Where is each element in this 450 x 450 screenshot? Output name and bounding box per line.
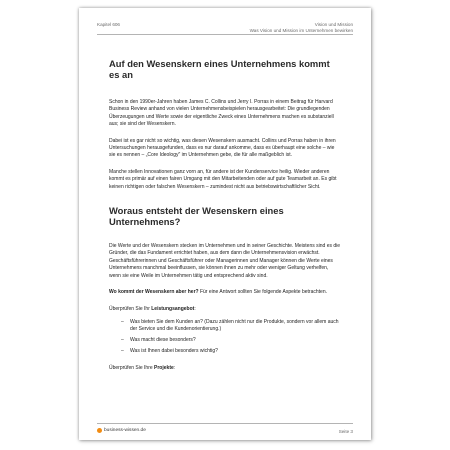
header-section-subtitle: Was Vision und Mission im Unternehmen bewirken <box>249 28 353 33</box>
header-chapter: Kapitel 606 <box>97 22 120 27</box>
bold-question: Wo kommt der Wesenskern aber her? <box>109 289 199 296</box>
leistungsangebot-suffix: : <box>194 305 196 312</box>
paragraph-wo-kommt-her <box>109 289 341 296</box>
paragraph-collins-porras: Schon in den 1990er-Jahren haben James C. Collins und Jerry I. Porras in einem Beitrag für Harvard Business Review anhand von vielen Unternehmensbeispielen herausgearbeitet: Die grundlegenden Überzeugungen und Werte sowie der eigentliche Zweck eines Unternehmens machen es substanziell aus; sie sind der Wesenskern. <box>109 99 334 128</box>
list-item: – Was macht diese besonders? <box>121 337 341 344</box>
question-rest: Für eine Antwort sollten Sie folgende Aspekte betrachten. <box>198 289 327 296</box>
page-number: Seite 3 <box>338 429 353 434</box>
heading-wesenskern: Auf den Wesenskern eines Unternehmens kommt es an <box>109 58 330 80</box>
paragraph-innovation: Manche stellen Innovationen ganz vorn an, für andere ist der Kundenservice heilig. Wieder anderen kommt es primär auf einen fairen Umgang mit den Mitarbeitenden oder auf gute Teamarbeit an. Es gibt keinen richtigen oder falschen Wesenskern – zumindest nicht aus betriebswirtschaftlicher Sicht. <box>109 168 337 190</box>
header-divider <box>97 34 353 35</box>
projekte-suffix: : <box>173 364 176 371</box>
page-body <box>109 58 341 381</box>
brand-logo-icon <box>97 428 102 433</box>
list-item: – Was bieten Sie dem Kunden an? (Dazu zählen nicht nur die Produkte, sondern vor allem auch der Service und die Kundenorientierung.) <box>121 319 341 334</box>
header-titles <box>250 22 353 34</box>
footer-divider <box>97 423 353 424</box>
footer-brand <box>97 428 146 433</box>
leistungsangebot-bold: Leistungsangebot <box>151 305 195 312</box>
projekte-prefix: Überprüfen Sie Ihre <box>109 364 155 371</box>
document-page <box>79 8 371 440</box>
paragraph-core-ideology: Dabei ist es gar nicht so wichtig, was diesen Wesenskern ausmacht. Collins und Porras haben in ihren Untersuchungen herausgefunden, dass es nur darauf ankomme, dass es überhaupt eine solche – wie sie es nennen – „Core Ideology" im Unternehmen gebe, die für alle maßgeblich ist. <box>109 137 336 159</box>
paragraph-leistungsangebot <box>109 306 341 313</box>
bullet-list <box>109 319 341 356</box>
header-section-title: Vision und Mission <box>314 22 353 27</box>
list-item: – Was ist Ihnen dabei besonders wichtig? <box>121 348 341 355</box>
paragraph-werte-geschichte: Die Werte und der Wesenskern stecken im Unternehmen und in seiner Geschichte. Meistens sind es die Gründer, die das Fundament errichtet haben, aus dem dann die Unternehmensvision erwächst. Geschäftsführerinnen und Geschäftsführer oder Managerinnen und Manager können die Werte eines Unternehmens manchmal beeinflussen, sie können ihnen zu mehr oder weniger Geltung verhelfen, wenn sie eine Weile im Unternehmen tätig und entsprechend aktiv sind. <box>109 243 341 279</box>
leistungsangebot-prefix: Überprüfen Sie Ihr <box>109 305 152 312</box>
projekte-bold: Projekte <box>154 364 174 371</box>
footer-brand-text: business-wissen.de <box>104 428 146 433</box>
paragraph-projekte <box>109 365 341 372</box>
heading-woraus-entsteht: Woraus entsteht der Wesenskern eines Unternehmens? <box>109 205 284 228</box>
